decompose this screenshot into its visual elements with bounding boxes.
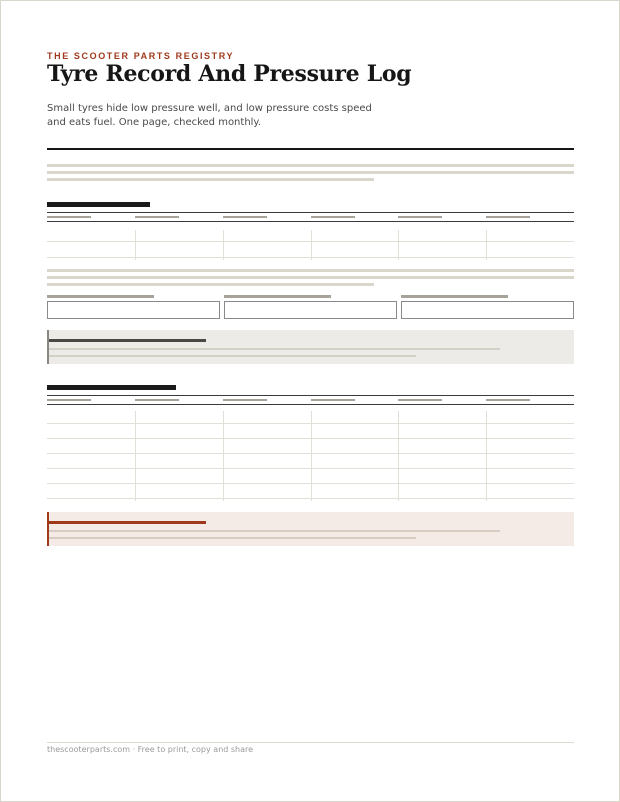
table-header-placeholder: [398, 399, 442, 401]
tyre-record-table: [47, 212, 574, 262]
footer-divider: [47, 742, 574, 743]
placeholder-text-line: [47, 283, 374, 286]
note-heading-placeholder: [49, 339, 206, 342]
table-header-placeholder: [311, 399, 355, 401]
table-column-line: [398, 411, 399, 501]
note-text-placeholder: [49, 348, 500, 350]
placeholder-text-line: [47, 269, 574, 272]
field-label-placeholder: [401, 295, 508, 298]
table-top-rule: [47, 212, 574, 213]
table-column-line: [486, 230, 487, 260]
table-header-rule: [47, 404, 574, 405]
table-header-placeholder: [135, 399, 179, 401]
table-column-line: [311, 411, 312, 501]
table-header-placeholder: [47, 399, 91, 401]
table-column-line: [223, 411, 224, 501]
table-column-line: [311, 230, 312, 260]
note-accent-bar: [47, 330, 49, 364]
header-divider: [47, 148, 574, 150]
field-label-placeholder: [224, 295, 331, 298]
table-header-placeholder: [223, 216, 267, 218]
table-header-rule: [47, 221, 574, 222]
table-top-rule: [47, 395, 574, 396]
table-column-line: [486, 411, 487, 501]
info-note-box: [47, 330, 574, 364]
placeholder-text-line: [47, 171, 574, 174]
placeholder-text-line: [47, 164, 574, 167]
page-title: Tyre Record And Pressure Log: [47, 61, 412, 87]
table-header-placeholder: [47, 216, 91, 218]
pressure-log-table: [47, 395, 574, 503]
note-text-placeholder: [49, 355, 416, 357]
brand-eyebrow: THE SCOOTER PARTS REGISTRY: [47, 51, 235, 61]
table-header-placeholder: [486, 216, 530, 218]
table-header-placeholder: [398, 216, 442, 218]
warning-note-box: [47, 512, 574, 546]
note-text-placeholder: [49, 537, 416, 539]
section-heading-placeholder: [47, 202, 150, 207]
table-column-line: [135, 230, 136, 260]
form-field-3[interactable]: [401, 301, 574, 319]
field-label-placeholder: [47, 295, 154, 298]
table-column-line: [398, 230, 399, 260]
footer-text: thescooterparts.com · Free to print, copy and share: [47, 745, 254, 754]
placeholder-text-line: [47, 178, 374, 181]
section-heading-placeholder: [47, 385, 176, 390]
intro-text: Small tyres hide low pressure well, and low pressure costs speed and eats fuel. One page, checked monthly.: [47, 103, 372, 128]
placeholder-text-line: [47, 276, 574, 279]
table-header-placeholder: [135, 216, 179, 218]
table-header-placeholder: [311, 216, 355, 218]
table-column-line: [223, 230, 224, 260]
table-header-placeholder: [486, 399, 530, 401]
note-heading-placeholder: [49, 521, 206, 524]
form-field-1[interactable]: [47, 301, 220, 319]
form-field-2[interactable]: [224, 301, 397, 319]
note-accent-bar: [47, 512, 49, 546]
table-column-line: [135, 411, 136, 501]
note-text-placeholder: [49, 530, 500, 532]
table-header-placeholder: [223, 399, 267, 401]
